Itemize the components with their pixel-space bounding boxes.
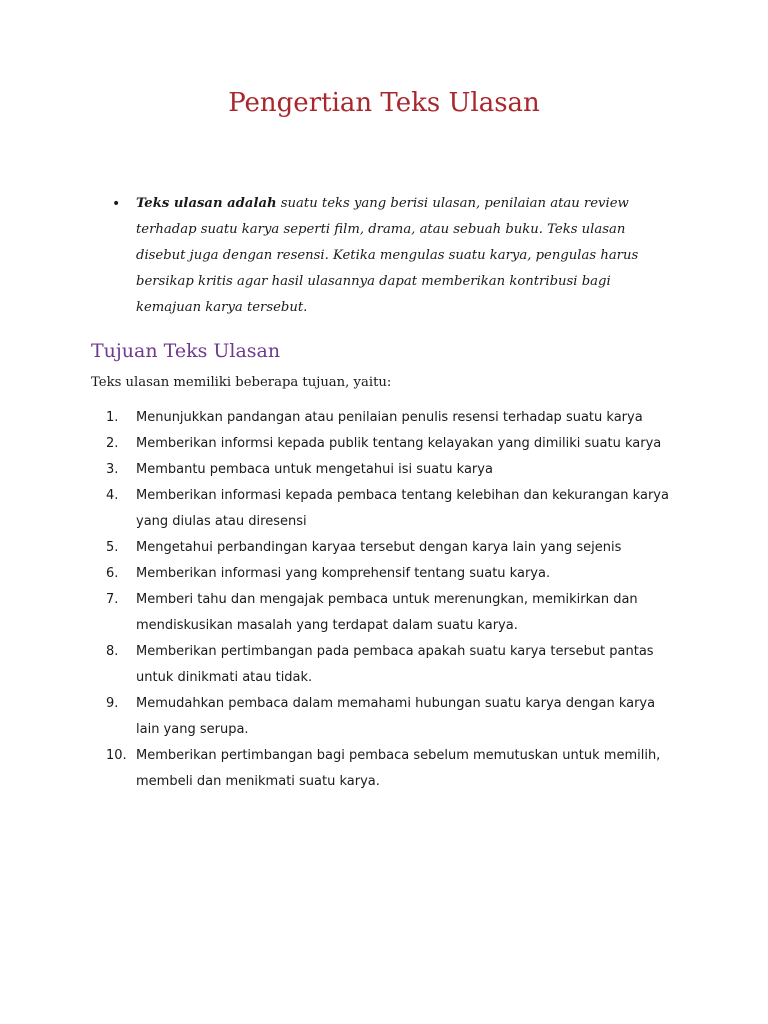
purpose-list xyxy=(106,405,676,795)
list-item xyxy=(106,431,676,457)
item-number: 3. xyxy=(106,462,119,477)
item-number: 5. xyxy=(106,540,119,555)
section-intro: Teks ulasan memiliki beberapa tujuan, yaitu: xyxy=(91,375,392,390)
list-item xyxy=(106,743,676,795)
list-item xyxy=(106,405,676,431)
item-number: 7. xyxy=(106,592,119,607)
item-number: 10. xyxy=(106,748,127,763)
item-number: 8. xyxy=(106,644,119,659)
item-text: Memberikan pertimbangan pada pembaca apakah suatu karya tersebut pantas untuk dinikmati atau tidak. xyxy=(136,644,654,685)
item-text: Memudahkan pembaca dalam memahami hubungan suatu karya dengan karya lain yang serupa. xyxy=(136,696,656,737)
definition-body: suatu teks yang berisi ulasan, penilaian atau review terhadap suatu karya seperti film, drama, atau sebuah buku. Teks ulasan disebut juga dengan resensi. Ketika mengulas suatu karya, pengulas harus bersikap kritis agar hasil ulasannya dapat memberikan kontribusi bagi kemajuan karya tersebut. xyxy=(136,196,639,315)
page-title: Pengertian Teks Ulasan xyxy=(228,88,540,118)
item-number: 4. xyxy=(106,488,119,503)
list-item xyxy=(106,587,676,639)
item-text: Menunjukkan pandangan atau penilaian penulis resensi terhadap suatu karya xyxy=(136,410,643,425)
item-text: Memberikan informasi yang komprehensif tentang suatu karya. xyxy=(136,566,551,581)
list-item xyxy=(106,691,676,743)
list-item xyxy=(106,561,676,587)
item-number: 9. xyxy=(106,696,119,711)
list-item xyxy=(106,535,676,561)
definition-list xyxy=(112,191,672,321)
section-heading: Tujuan Teks Ulasan xyxy=(91,340,281,362)
item-number: 2. xyxy=(106,436,119,451)
bullet-icon: • xyxy=(112,196,121,212)
item-number: 6. xyxy=(106,566,119,581)
list-item xyxy=(106,483,676,535)
item-text: Membantu pembaca untuk mengetahui isi suatu karya xyxy=(136,462,493,477)
item-text: Memberikan informsi kepada publik tentang kelayakan yang dimiliki suatu karya xyxy=(136,436,662,451)
list-item xyxy=(106,457,676,483)
item-text: Memberi tahu dan mengajak pembaca untuk merenungkan, memikirkan dan mendiskusikan masalah yang terdapat dalam suatu karya. xyxy=(136,592,638,633)
definition-item xyxy=(112,191,672,321)
item-text: Memberikan informasi kepada pembaca tentang kelebihan dan kekurangan karya yang diulas atau diresensi xyxy=(136,488,669,529)
definition-text xyxy=(136,191,672,321)
definition-lead: Teks ulasan adalah xyxy=(136,196,277,211)
list-item xyxy=(106,639,676,691)
item-number: 1. xyxy=(106,410,119,425)
item-text: Memberikan pertimbangan bagi pembaca sebelum memutuskan untuk memilih, membeli dan menikmati suatu karya. xyxy=(136,748,661,789)
item-text: Mengetahui perbandingan karyaa tersebut dengan karya lain yang sejenis xyxy=(136,540,622,555)
